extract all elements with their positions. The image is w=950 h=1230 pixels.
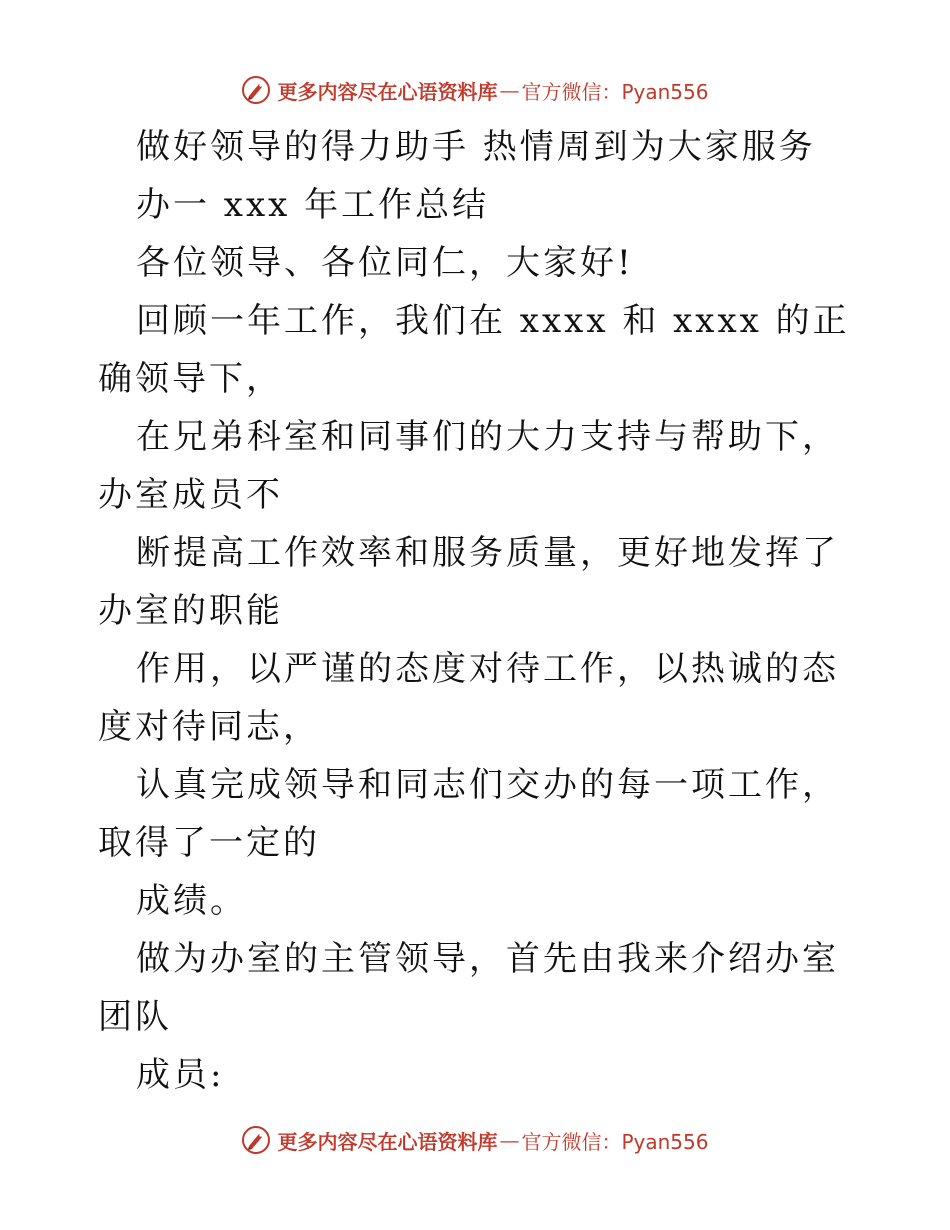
doc-subtitle: 办一 xxx 年工作总结 — [136, 185, 490, 225]
promo-text: 更多内容尽在心语资料库 — [277, 1129, 498, 1154]
doc-paragraph: 认真完成领导和同志们交办的每一项工作，取得了一定的 — [98, 765, 839, 863]
header-watermark-banner — [0, 70, 950, 110]
wechat-text: 官方微信：Pyan556 — [521, 79, 709, 104]
pen-logo-icon — [241, 1125, 271, 1155]
doc-paragraph: 做为办室的主管领导，首先由我来介绍办室团队 — [98, 939, 839, 1037]
doc-greeting: 各位领导、各位同仁，大家好! — [136, 243, 634, 283]
banner-separator: — — [499, 78, 520, 102]
doc-paragraph: 成员: — [136, 1055, 225, 1095]
doc-paragraph: 回顾一年工作，我们在 xxxx 和 xxxx 的正确领导下， — [98, 301, 850, 399]
pen-logo-icon — [241, 75, 271, 105]
wechat-text: 官方微信：Pyan556 — [521, 1129, 709, 1154]
promo-text: 更多内容尽在心语资料库 — [277, 79, 498, 104]
footer-watermark-banner — [0, 1120, 950, 1160]
document-body — [98, 118, 858, 1104]
doc-paragraph: 作用，以严谨的态度对待工作，以热诚的态度对待同志， — [98, 649, 839, 747]
doc-paragraph: 断提高工作效率和服务质量，更好地发挥了办室的职能 — [98, 533, 839, 631]
doc-paragraph: 成绩。 — [136, 881, 247, 921]
banner-separator: — — [499, 1128, 520, 1152]
doc-title: 做好领导的得力助手 热情周到为大家服务 — [136, 127, 816, 167]
doc-paragraph: 在兄弟科室和同事们的大力支持与帮助下，办室成员不 — [98, 417, 839, 515]
